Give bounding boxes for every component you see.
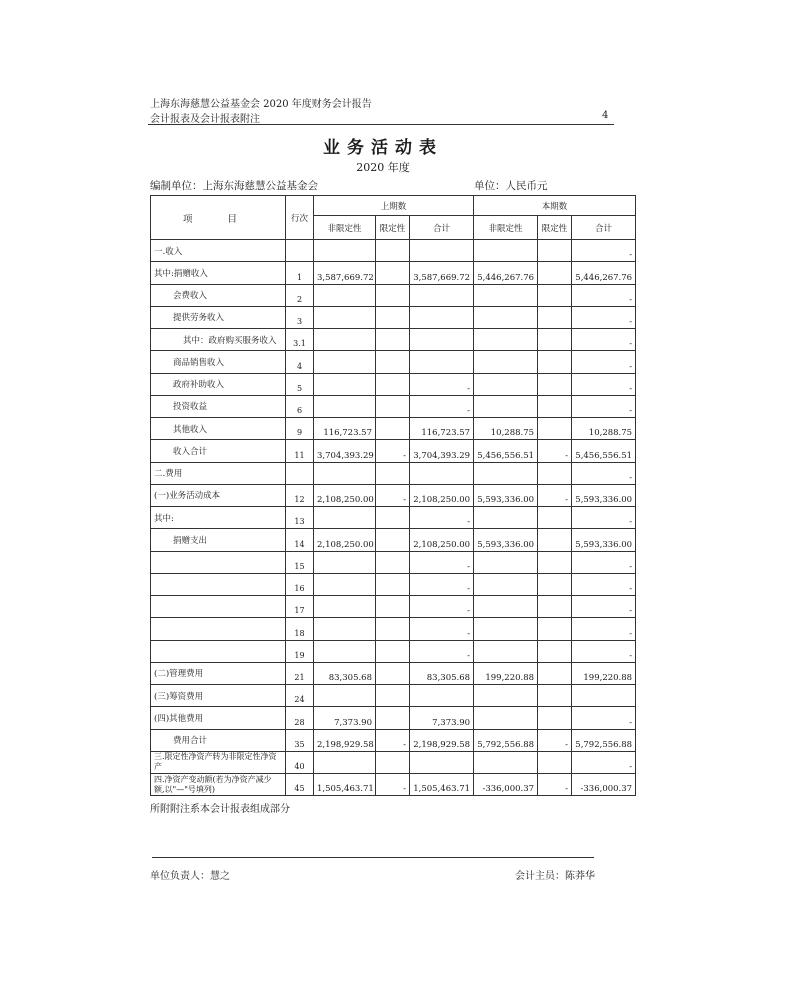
prev-unrestricted: 7,373.90 [314, 707, 376, 729]
curr-unrestricted [474, 640, 538, 662]
curr-unrestricted [474, 551, 538, 573]
prev-unrestricted: 116,723.57 [314, 418, 376, 440]
curr-total: - [572, 573, 636, 595]
row-item [151, 573, 286, 595]
prev-restricted [376, 373, 410, 395]
prev-restricted [376, 685, 410, 707]
prev-total: 116,723.57 [410, 418, 474, 440]
curr-restricted [538, 262, 572, 284]
prev-restricted [376, 284, 410, 306]
prev-total: 2,108,250.00 [410, 529, 474, 551]
curr-unrestricted [474, 462, 538, 484]
prev-total: 7,373.90 [410, 707, 474, 729]
row-item: 其他收入 [151, 418, 286, 440]
curr-unrestricted: 5,593,336.00 [474, 529, 538, 551]
column-header-line-no: 行次 [286, 196, 314, 240]
table-row [151, 507, 636, 529]
curr-unrestricted [474, 284, 538, 306]
row-line-no: 3 [286, 306, 314, 328]
page-title: 业务活动表 [323, 138, 443, 158]
prev-unrestricted [314, 284, 376, 306]
row-item: 二.费用 [151, 462, 286, 484]
curr-total: - [572, 462, 636, 484]
curr-restricted: - [538, 484, 572, 506]
curr-total: 5,456,556.51 [572, 440, 636, 462]
row-item: 费用合计 [151, 729, 286, 751]
curr-restricted [538, 373, 572, 395]
table-row [151, 707, 636, 729]
prev-total [410, 685, 474, 707]
row-line-no: 18 [286, 618, 314, 640]
curr-total: -336,000.37 [572, 774, 636, 796]
row-item [151, 618, 286, 640]
row-line-no: 13 [286, 507, 314, 529]
row-line-no [286, 240, 314, 262]
prev-restricted [376, 596, 410, 618]
curr-unrestricted [474, 306, 538, 328]
table-row [151, 262, 636, 284]
row-item: 四.净资产变动额(若为净资产减少额,以"—"号填列) [151, 774, 286, 796]
column-header-curr-unrestricted: 非限定性 [474, 216, 538, 240]
curr-unrestricted: 5,446,267.76 [474, 262, 538, 284]
column-header-curr-total: 合计 [572, 216, 636, 240]
curr-unrestricted [474, 395, 538, 417]
row-item: (四)其他费用 [151, 707, 286, 729]
prev-unrestricted [314, 373, 376, 395]
prev-total: - [410, 573, 474, 595]
curr-total: - [572, 707, 636, 729]
curr-total: - [572, 507, 636, 529]
report-header-title: 上海东海慈慧公益基金会 2020 年度财务会计报告 [150, 99, 372, 110]
curr-total: - [572, 640, 636, 662]
curr-unrestricted [474, 351, 538, 373]
row-line-no: 6 [286, 395, 314, 417]
curr-unrestricted: 10,288.75 [474, 418, 538, 440]
prev-restricted [376, 640, 410, 662]
prev-unrestricted: 1,505,463.71 [314, 774, 376, 796]
row-item: 收入合计 [151, 440, 286, 462]
prev-total: 2,198,929.58 [410, 729, 474, 751]
prev-total [410, 462, 474, 484]
row-line-no: 4 [286, 351, 314, 373]
curr-unrestricted [474, 685, 538, 707]
row-line-no: 14 [286, 529, 314, 551]
prev-unrestricted: 3,587,669.72 [314, 262, 376, 284]
prev-unrestricted: 3,704,393.29 [314, 440, 376, 462]
curr-restricted [538, 596, 572, 618]
curr-unrestricted [474, 373, 538, 395]
table-row [151, 351, 636, 373]
curr-total: - [572, 240, 636, 262]
table-row [151, 573, 636, 595]
row-item: 其中: [151, 507, 286, 529]
column-header-curr-period: 本期数 [474, 196, 636, 216]
page-number: 4 [602, 110, 609, 121]
currency-unit: 单位：人民币元 [474, 180, 548, 192]
table-row [151, 729, 636, 751]
prev-restricted: - [376, 484, 410, 506]
prev-unrestricted: 2,108,250.00 [314, 484, 376, 506]
curr-total: - [572, 329, 636, 351]
row-line-no: 9 [286, 418, 314, 440]
row-line-no: 19 [286, 640, 314, 662]
column-header-prev-period: 上期数 [314, 196, 474, 216]
prev-total [410, 329, 474, 351]
prev-unrestricted [314, 551, 376, 573]
table-row [151, 484, 636, 506]
row-line-no: 5 [286, 373, 314, 395]
row-line-no: 17 [286, 596, 314, 618]
prev-restricted [376, 418, 410, 440]
curr-unrestricted: -336,000.37 [474, 774, 538, 796]
curr-total: - [572, 551, 636, 573]
prev-total: 1,505,463.71 [410, 774, 474, 796]
curr-unrestricted [474, 329, 538, 351]
footer-divider [152, 857, 594, 858]
curr-unrestricted [474, 240, 538, 262]
curr-total [572, 685, 636, 707]
row-line-no: 40 [286, 751, 314, 773]
column-header-curr-restricted: 限定性 [538, 216, 572, 240]
curr-restricted [538, 751, 572, 773]
row-line-no: 11 [286, 440, 314, 462]
curr-unrestricted: 199,220.88 [474, 662, 538, 684]
prev-unrestricted [314, 640, 376, 662]
prev-unrestricted [314, 462, 376, 484]
curr-total: 5,792,556.88 [572, 729, 636, 751]
curr-restricted [538, 351, 572, 373]
prev-restricted [376, 395, 410, 417]
report-year: 2020 年度 [356, 161, 410, 174]
prev-total: - [410, 373, 474, 395]
curr-restricted [538, 418, 572, 440]
prev-total [410, 306, 474, 328]
curr-restricted [538, 284, 572, 306]
curr-restricted [538, 462, 572, 484]
curr-unrestricted [474, 751, 538, 773]
curr-unrestricted [474, 618, 538, 640]
footnote: 所附附注系本会计报表组成部分 [150, 804, 290, 815]
curr-restricted [538, 306, 572, 328]
curr-total: - [572, 596, 636, 618]
curr-restricted [538, 640, 572, 662]
curr-restricted [538, 662, 572, 684]
curr-restricted: - [538, 774, 572, 796]
table-row [151, 373, 636, 395]
curr-restricted: - [538, 440, 572, 462]
prev-total: - [410, 551, 474, 573]
table-row [151, 685, 636, 707]
table-row [151, 751, 636, 773]
prev-restricted: - [376, 729, 410, 751]
curr-restricted [538, 685, 572, 707]
row-line-no: 45 [286, 774, 314, 796]
table-row [151, 596, 636, 618]
row-line-no: 16 [286, 573, 314, 595]
table-row [151, 306, 636, 328]
table-row [151, 618, 636, 640]
prev-restricted [376, 707, 410, 729]
row-item [151, 640, 286, 662]
prev-total: 2,108,250.00 [410, 484, 474, 506]
prev-unrestricted [314, 685, 376, 707]
prev-restricted [376, 662, 410, 684]
prev-restricted [376, 573, 410, 595]
curr-restricted [538, 618, 572, 640]
prev-unrestricted [314, 507, 376, 529]
curr-unrestricted: 5,792,556.88 [474, 729, 538, 751]
prev-restricted [376, 240, 410, 262]
curr-total: 5,446,267.76 [572, 262, 636, 284]
row-line-no: 35 [286, 729, 314, 751]
row-item: 其中：政府购买服务收入 [151, 329, 286, 351]
prev-total: 83,305.68 [410, 662, 474, 684]
prev-restricted [376, 462, 410, 484]
prev-unrestricted [314, 751, 376, 773]
prev-restricted [376, 618, 410, 640]
column-header-prev-unrestricted: 非限定性 [314, 216, 376, 240]
curr-restricted [538, 329, 572, 351]
curr-restricted [538, 707, 572, 729]
curr-restricted [538, 395, 572, 417]
row-line-no [286, 462, 314, 484]
table-row [151, 640, 636, 662]
curr-total: 5,593,336.00 [572, 529, 636, 551]
prev-total [410, 240, 474, 262]
responsible-person: 单位负责人：慧之 [150, 871, 230, 882]
row-item: (三)筹资费用 [151, 685, 286, 707]
table-row [151, 551, 636, 573]
row-item: 其中:捐赠收入 [151, 262, 286, 284]
prev-restricted: - [376, 774, 410, 796]
table-row [151, 529, 636, 551]
column-header-prev-total: 合计 [410, 216, 474, 240]
curr-restricted: - [538, 729, 572, 751]
row-item: 提供劳务收入 [151, 306, 286, 328]
table-row [151, 662, 636, 684]
prev-total [410, 284, 474, 306]
business-activity-table [150, 195, 636, 796]
curr-total: - [572, 351, 636, 373]
prev-unrestricted: 2,108,250.00 [314, 529, 376, 551]
row-line-no: 24 [286, 685, 314, 707]
table-row [151, 462, 636, 484]
curr-unrestricted: 5,456,556.51 [474, 440, 538, 462]
prev-unrestricted [314, 395, 376, 417]
prev-unrestricted: 2,198,929.58 [314, 729, 376, 751]
row-item: 会费收入 [151, 284, 286, 306]
header-divider [148, 124, 614, 125]
curr-total: - [572, 306, 636, 328]
prev-unrestricted [314, 306, 376, 328]
column-header-item: 项 目 [151, 196, 286, 240]
prev-restricted [376, 551, 410, 573]
prev-restricted [376, 507, 410, 529]
table-row [151, 418, 636, 440]
prev-unrestricted [314, 329, 376, 351]
table-row [151, 774, 636, 796]
prev-total [410, 351, 474, 373]
curr-total: - [572, 284, 636, 306]
curr-total: 199,220.88 [572, 662, 636, 684]
curr-restricted [538, 551, 572, 573]
prev-unrestricted [314, 596, 376, 618]
row-line-no: 21 [286, 662, 314, 684]
curr-total: - [572, 618, 636, 640]
curr-unrestricted [474, 707, 538, 729]
prev-restricted [376, 751, 410, 773]
row-line-no: 28 [286, 707, 314, 729]
prev-unrestricted [314, 240, 376, 262]
row-item: 三.限定性净资产转为非限定性净资产 [151, 751, 286, 773]
curr-unrestricted [474, 507, 538, 529]
column-header-prev-restricted: 限定性 [376, 216, 410, 240]
row-item: 投资收益 [151, 395, 286, 417]
prev-total: - [410, 507, 474, 529]
curr-total: 5,593,336.00 [572, 484, 636, 506]
curr-unrestricted: 5,593,336.00 [474, 484, 538, 506]
row-item: 捐赠支出 [151, 529, 286, 551]
table-row [151, 440, 636, 462]
table-row [151, 395, 636, 417]
row-item: 商品销售收入 [151, 351, 286, 373]
row-line-no: 12 [286, 484, 314, 506]
prev-total: - [410, 640, 474, 662]
prev-total: - [410, 618, 474, 640]
prev-restricted: - [376, 440, 410, 462]
curr-total: - [572, 373, 636, 395]
row-item [151, 551, 286, 573]
report-header-subtitle: 会计报表及会计报表附注 [150, 114, 260, 125]
row-item: (一)业务活动成本 [151, 484, 286, 506]
prev-unrestricted [314, 573, 376, 595]
prev-total: 3,587,669.72 [410, 262, 474, 284]
row-item: 政府补助收入 [151, 373, 286, 395]
curr-unrestricted [474, 573, 538, 595]
curr-restricted [538, 240, 572, 262]
row-item [151, 596, 286, 618]
prev-total [410, 751, 474, 773]
curr-restricted [538, 529, 572, 551]
row-item: (二)管理费用 [151, 662, 286, 684]
row-item: 一.收入 [151, 240, 286, 262]
curr-restricted [538, 507, 572, 529]
curr-restricted [538, 573, 572, 595]
curr-total: - [572, 751, 636, 773]
prev-restricted [376, 351, 410, 373]
row-line-no: 2 [286, 284, 314, 306]
prev-total: - [410, 395, 474, 417]
prev-restricted [376, 329, 410, 351]
curr-total: - [572, 395, 636, 417]
row-line-no: 15 [286, 551, 314, 573]
table-row [151, 240, 636, 262]
row-line-no: 3.1 [286, 329, 314, 351]
prev-restricted [376, 529, 410, 551]
prev-restricted [376, 262, 410, 284]
prev-unrestricted [314, 618, 376, 640]
preparing-organization: 编制单位：上海东海慈慧公益基金会 [150, 180, 318, 192]
curr-total: 10,288.75 [572, 418, 636, 440]
prev-total: - [410, 596, 474, 618]
prev-restricted [376, 306, 410, 328]
table-row [151, 329, 636, 351]
prev-unrestricted [314, 351, 376, 373]
prev-unrestricted: 83,305.68 [314, 662, 376, 684]
chief-accountant: 会计主员：陈莽华 [515, 871, 595, 882]
row-line-no: 1 [286, 262, 314, 284]
curr-unrestricted [474, 596, 538, 618]
table-row [151, 284, 636, 306]
prev-total: 3,704,393.29 [410, 440, 474, 462]
